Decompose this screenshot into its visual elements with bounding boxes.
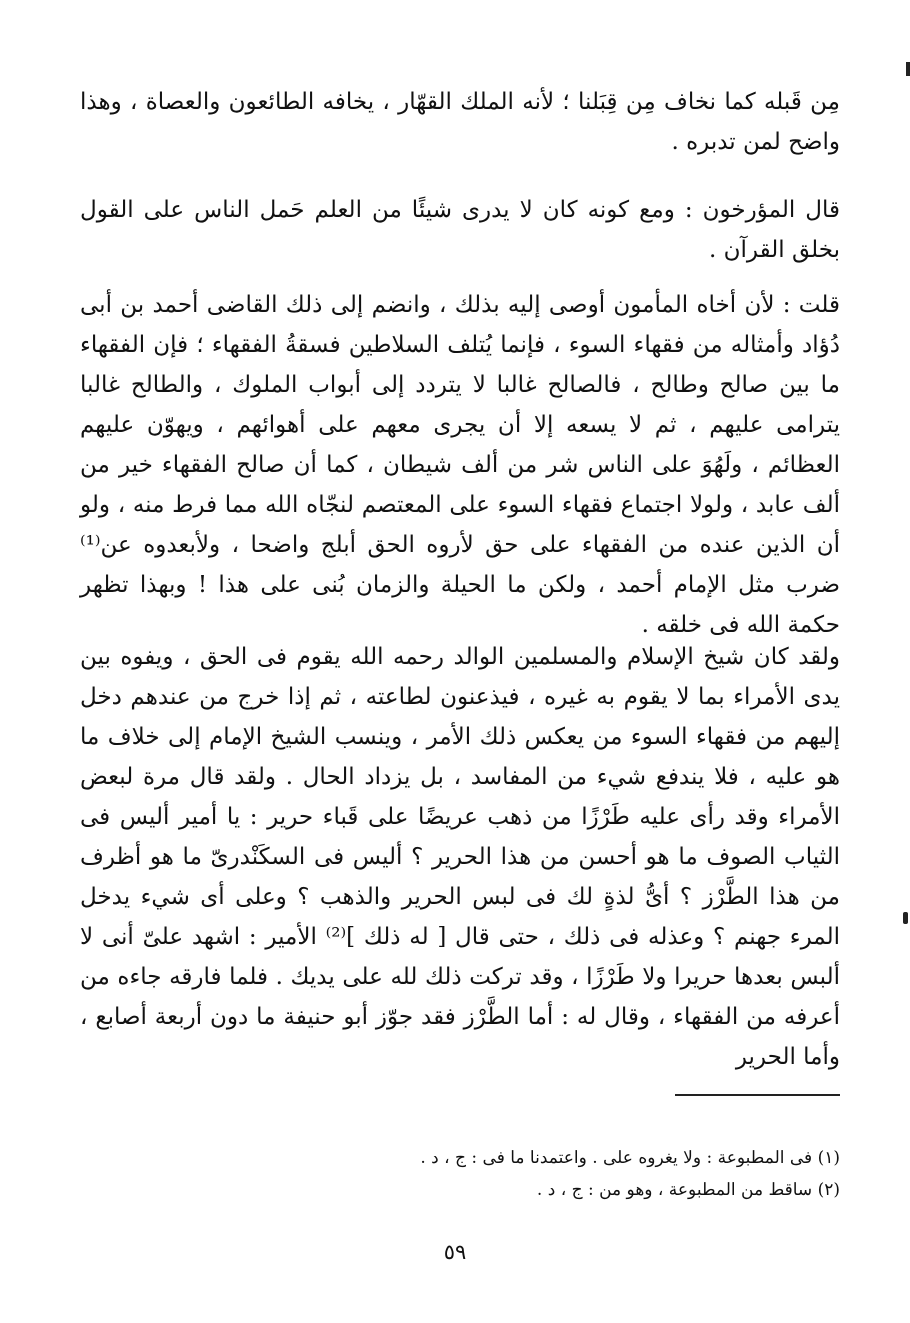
footnotes (80, 1142, 840, 1206)
paragraph-2: قال المؤرخون : ومع كونه كان لا يدرى شيئًا من العلم حَمل الناس على القول بخلق القرآن . (80, 197, 840, 263)
footnote-separator (675, 1094, 840, 1096)
paragraph-1: مِن قَبله كما نخاف مِن قِبَلنا ؛ لأنه الملك القهّار ، يخافه الطائعون والعصاة ، وهذا واضح لمن تدبره . (80, 89, 840, 155)
footnote-2: (٢) ساقط من المطبوعة ، وهو من : ج ، د . (536, 1180, 840, 1200)
paragraph-3: قلت : لأن أخاه المأمون أوصى إليه بذلك ، وانضم إلى ذلك القاضى أحمد بن أبى دُؤاد وأمثاله من فقهاء السوء ، فإنما يُتلف السلاطين فسقةُ الفقهاء ؛ فإن الفقهاء ما بين صالح وطالح ، فالصالح غالبا لا يتردد إلى أبواب الملوك ، والطالح غالبا يترامى عليهم ، ثم لا يسعه إلا أن يجرى معهم على أهوائهم ، ويهوّن عليهم العظائم ، ولَهُوَ على الناس شر من ألف شيطان ، كما أن صالح الفقهاء خير من ألف عابد ، ولولا اجتماع فقهاء السوء على المعتصم لنجّاه الله مما فرط منه ، ولو أن الذين عنده من الفقهاء على حق لأروه الحق أبلج واضحا ، ولأبعدوه عن⁽¹⁾ ضرب مثل الإمام أحمد ، ولكن ما الحيلة والزمان بُنى على هذا ! وبهذا تظهر حكمة الله فى خلقه . (80, 292, 840, 638)
paragraph-4: ولقد كان شيخ الإسلام والمسلمين الوالد رحمه الله يقوم فى الحق ، ويفوه بين يدى الأمراء بما لا يقوم به غيره ، فيذعنون لطاعته ، ثم إذا خرج من عندهم دخل إليهم من فقهاء السوء من يعكس ذلك الأمر ، وينسب الشيخ الإمام إلى خلاف ما هو عليه ، فلا يندفع شيء من المفاسد ، بل يزداد الحال . ولقد قال مرة لبعض الأمراء وقد رأى عليه طَرْزًا من ذهب عريضًا على قَباء حرير : يا أمير أليس فى الثياب الصوف ما هو أحسن من هذا الحرير ؟ أليس فى السكَنْدرىّ ما هو أظرف من هذا الطَّرْز ؟ أىُّ لذةٍ لك فى لبس الحرير والذهب ؟ وعلى أى شيء يدخل المرء جهنم ؟ وعذله فى ذلك ، حتى قال [ له ذلك ]⁽²⁾ الأمير : اشهد علىّ أنى لا ألبس بعدها حريرا ولا طَرْزًا ، وقد تركت ذلك لله على يديك . فلما فارقه جاءه من أعرفه من الفقهاء ، وقال له : أما الطَّرْز فقد جوّز أبو حنيفة ما دون أربعة أصابع ، وأما الحرير (80, 644, 840, 1070)
page-edge-mark-middle (903, 912, 908, 924)
page-edge-mark-top (906, 62, 910, 76)
page-number: ٥٩ (443, 1240, 467, 1264)
footnote-1: (١) فى المطبوعة : ولا يغروه على . واعتمدنا ما فى : ج ، د . (420, 1148, 840, 1168)
